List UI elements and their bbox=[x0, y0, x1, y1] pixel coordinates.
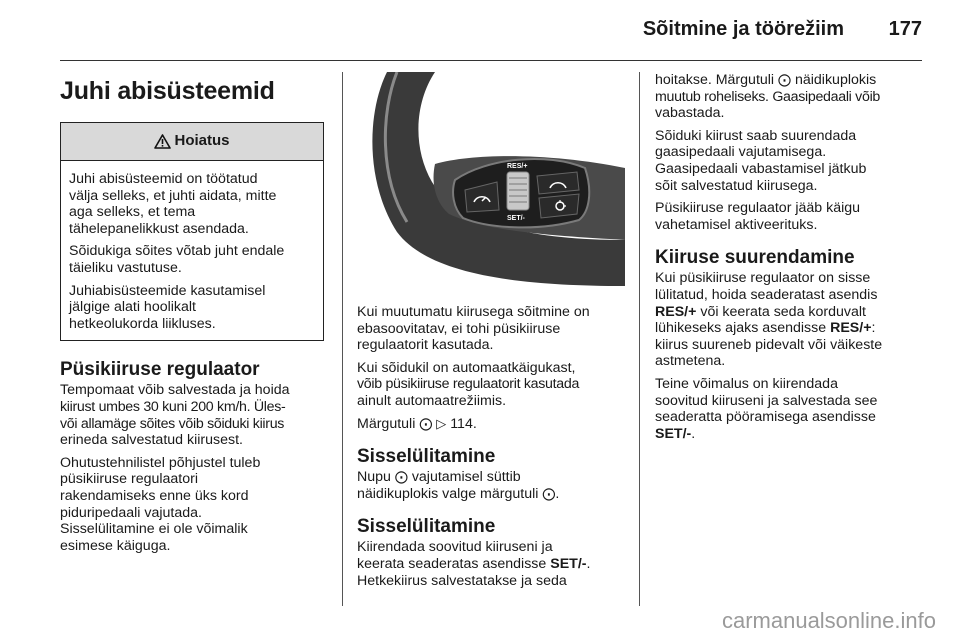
text-line: hetkeolukorda liikluses. bbox=[69, 315, 216, 332]
page-ref-link[interactable]: 114. bbox=[450, 415, 477, 432]
text-line: Tempomaat võib salvestada ja hoida bbox=[60, 382, 290, 399]
text-line: Juhiabisüsteemide kasutamisel bbox=[69, 282, 266, 299]
warning-para bbox=[69, 243, 315, 276]
cruise-control-icon: ⨀ bbox=[419, 415, 433, 431]
warning-box bbox=[60, 122, 324, 341]
paragraph bbox=[655, 128, 925, 194]
text-line: soovitud kiiruseni ja salvestada see bbox=[655, 392, 878, 409]
text-line: püsikiiruse regulaatori bbox=[60, 471, 199, 488]
text-line: lülitatud, hoida seaderatast asendis bbox=[655, 286, 878, 303]
column-2 bbox=[357, 72, 625, 595]
text-line: võib püsikiiruse regulaatorit kasutada bbox=[357, 376, 580, 393]
text-line: või allamäge sõites võib sõiduki kiirus bbox=[60, 415, 285, 432]
text-line: Püsikiiruse regulaator jääb käigu bbox=[655, 200, 861, 217]
text-line: näidikuplokis valge märgutuli ⨀. bbox=[357, 485, 560, 502]
text-line: Gaasipedaali vabastamisel jätkub bbox=[655, 160, 867, 177]
warning-header bbox=[61, 123, 323, 161]
page-reference bbox=[357, 416, 625, 433]
page-number: 177 bbox=[888, 18, 922, 40]
text-line: Kiirendada soovitud kiiruseni ja bbox=[357, 539, 553, 556]
page-heading: Juhi abisüsteemid bbox=[60, 77, 275, 105]
text-line: muutub roheliseks. Gaasipedaali võib bbox=[655, 88, 881, 105]
paragraph bbox=[655, 200, 925, 233]
paragraph bbox=[655, 376, 925, 442]
section-heading: Sisselülitamine bbox=[357, 516, 496, 538]
paragraph bbox=[655, 72, 925, 122]
text-line: keerata seaderatas asendisse SET/-. bbox=[357, 555, 591, 572]
column-1 bbox=[60, 72, 324, 560]
text-line: RES/+ või keerata seda korduvalt bbox=[655, 303, 866, 320]
column-divider bbox=[342, 72, 343, 606]
header-title: Sõitmine ja töörežiim bbox=[642, 18, 844, 40]
page-header bbox=[60, 14, 922, 48]
steering-wheel-icon bbox=[357, 72, 625, 288]
paragraph bbox=[357, 469, 625, 502]
text-line: rakendamiseks enne üks kord bbox=[60, 487, 249, 504]
warning-para bbox=[69, 171, 315, 237]
steering-wheel-illustration bbox=[357, 72, 625, 288]
text-line: seaderatta pööramisega asendisse bbox=[655, 409, 876, 426]
text-line: SET/-. bbox=[655, 425, 696, 442]
paragraph bbox=[655, 270, 925, 370]
warning-para bbox=[69, 283, 315, 333]
text-line: Kui sõidukil on automaatkäigukast, bbox=[357, 359, 576, 376]
text-line: ainult automaatrežiimis. bbox=[357, 392, 507, 409]
text-line: vabastada. bbox=[655, 105, 725, 122]
text-line: esimese käiguga. bbox=[60, 537, 171, 554]
text-line: Teine võimalus on kiirendada bbox=[655, 375, 838, 392]
warning-body bbox=[61, 161, 323, 340]
paragraph bbox=[357, 539, 625, 589]
text-line: gaasipedaali vajutamisega. bbox=[655, 144, 827, 161]
text-line: tähelepanelikkust asendada. bbox=[69, 220, 249, 237]
text-line: täieliku vastutuse. bbox=[69, 259, 182, 276]
text-line: kiirust umbes 30 kuni 200 km/h. Üles- bbox=[60, 398, 286, 415]
text-line: piduripedaali vajutada. bbox=[60, 504, 202, 521]
text-line: Märgutuli bbox=[357, 415, 416, 432]
section-heading: Kiiruse suurendamine bbox=[655, 247, 855, 269]
wheel-label-res: RES/+ bbox=[507, 163, 528, 170]
text-line: Nupu ⨀ vajutamisel süttib bbox=[357, 469, 521, 486]
cruise-control-icon: ⨀ bbox=[778, 72, 792, 87]
text-line: regulaatorit kasutada. bbox=[357, 337, 494, 354]
paragraph bbox=[60, 382, 324, 448]
text-line: aga selleks, et tema bbox=[69, 204, 196, 221]
text-line: lühikeseks ajaks asendisse RES/+: bbox=[655, 320, 876, 337]
text-line: Sõiduki kiirust saab suurendada bbox=[655, 127, 857, 144]
text-line: Kui muutumatu kiirusega sõitmine on bbox=[357, 304, 590, 320]
wheel-label-set: SET/- bbox=[507, 215, 525, 222]
text-line: sõit salvestatud kiirusega. bbox=[655, 177, 818, 194]
text-line: Kui püsikiiruse regulaator on sisse bbox=[655, 270, 871, 287]
text-line: Sõidukiga sõites võtab juht endale bbox=[69, 243, 285, 260]
text-line: jälgige alati hoolikalt bbox=[69, 299, 196, 316]
cruise-control-icon: ⨀ bbox=[542, 485, 556, 501]
text-line: astmetena. bbox=[655, 353, 726, 370]
page-ref-arrow-icon[interactable]: ▷ bbox=[436, 415, 447, 431]
section-heading: Sisselülitamine bbox=[357, 446, 496, 468]
text-line: ebasoovitatav, ei tohi püsikiiruse bbox=[357, 320, 561, 337]
paragraph bbox=[60, 455, 324, 555]
text-line: Ohutustehnilistel põhjustel tuleb bbox=[60, 454, 261, 471]
text-line: välja selleks, et juhti aidata, mitte bbox=[69, 187, 277, 204]
text-line: kiirus suureneb pidevalt või väikeste bbox=[655, 336, 883, 353]
text-line: Juhi abisüsteemid on töötatud bbox=[69, 171, 258, 187]
warning-triangle-icon bbox=[154, 134, 171, 149]
column-3 bbox=[655, 72, 925, 448]
header-rule bbox=[60, 60, 922, 61]
section-heading: Püsikiiruse regulaator bbox=[60, 359, 260, 381]
cruise-control-icon: ⨀ bbox=[394, 469, 408, 485]
column-divider bbox=[639, 72, 640, 606]
text-line: Hetkekiirus salvestatakse ja seda bbox=[357, 572, 567, 589]
paragraph bbox=[357, 304, 625, 354]
text-line: hoitakse. Märgutuli ⨀ näidikuplokis bbox=[655, 72, 877, 88]
text-line: vahetamisel aktiveerituks. bbox=[655, 216, 818, 233]
text-line: erineda salvestatud kiirusest. bbox=[60, 432, 243, 449]
text-line: Sisselülitamine ei ole võimalik bbox=[60, 521, 248, 538]
watermark: carmanualsonline.info bbox=[721, 608, 936, 633]
warning-title: Hoiatus bbox=[174, 132, 230, 150]
paragraph bbox=[357, 360, 625, 410]
